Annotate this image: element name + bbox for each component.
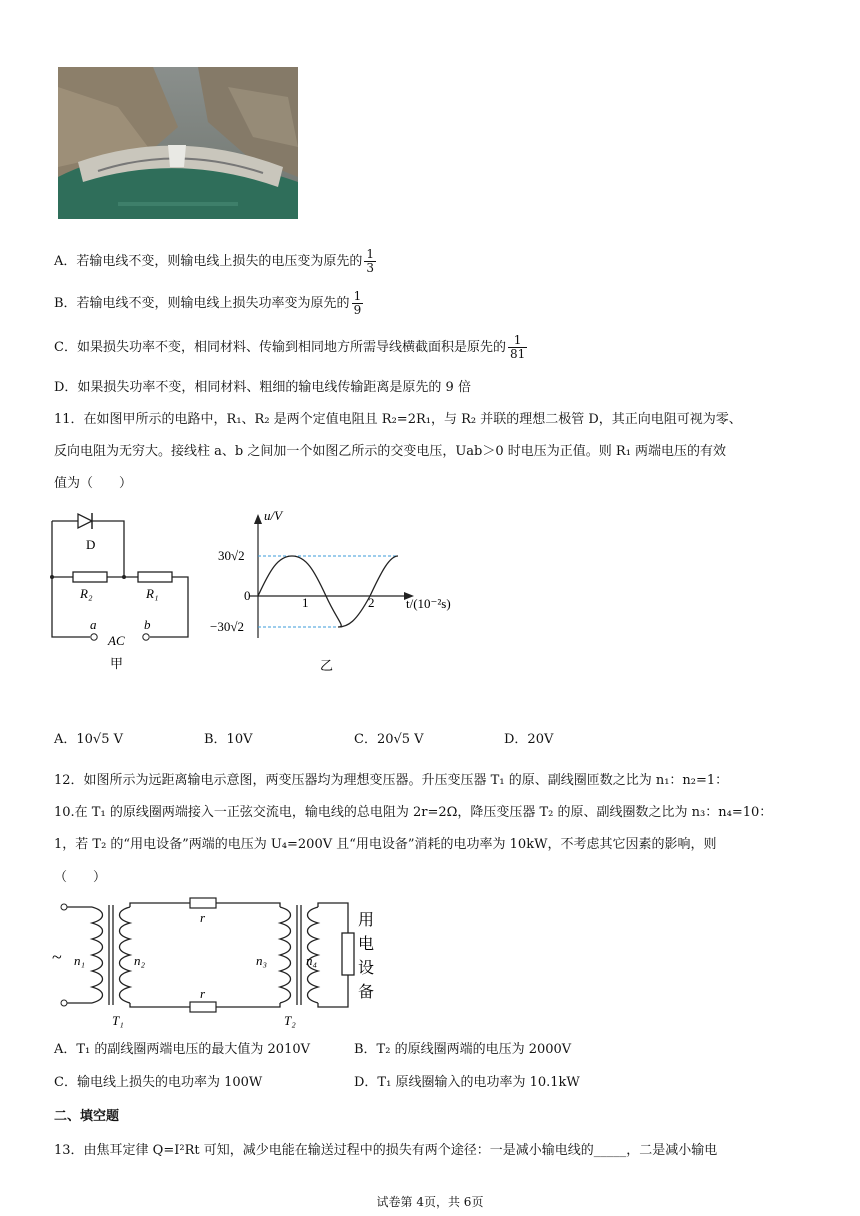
sine-wave	[258, 556, 398, 627]
dam-photo	[58, 67, 298, 219]
q11-stem-line3: 值为（ ）	[54, 476, 133, 491]
q12-option-a: A．T₁ 的副线圈两端电压的最大值为 2010V	[54, 1042, 311, 1057]
fraction-denominator: 81	[509, 347, 526, 361]
r2-label: R₂	[80, 586, 93, 601]
q10-option-c-fraction	[508, 334, 527, 361]
q10-option-b-text: B．若输电线不变，则输电线上损失功率变为原先的	[54, 296, 350, 311]
q12-option-b: B．T₂ 的原线圈两端的电压为 2000V	[354, 1042, 572, 1057]
fraction-denominator: 3	[366, 261, 375, 275]
y-top-label: 30√2	[218, 548, 245, 563]
q12-option-c: C．输电线上损失的电功率为 100W	[54, 1075, 263, 1090]
q10-option-b	[54, 290, 363, 317]
fig-jia-caption: 甲	[110, 656, 124, 671]
q10-option-a-fraction	[364, 248, 376, 275]
x-axis-label: t/(10⁻²s)	[406, 596, 451, 611]
q10-option-c-text: C．如果损失功率不变，相同材料、传输到相同地方所需导线横截面积是原先的	[54, 340, 506, 355]
fig-yi-caption: 乙	[320, 658, 334, 673]
q12-options-row2	[54, 1073, 654, 1093]
x-tick-1: 1	[302, 595, 309, 610]
q11-option-a: A．10√5 V	[54, 732, 124, 747]
q10-option-a	[54, 248, 376, 275]
q11-stem-line1: 11．在如图甲所示的电路中，R₁、R₂ 是两个定值电阻且 R₂=2R₁，与 R₂ 并联的理想二极管 D，其正向电阻可视为零、	[54, 412, 742, 427]
q12-options-row1	[54, 1040, 654, 1060]
fraction-numerator: 1	[353, 289, 362, 303]
n1-label: n₁	[74, 953, 86, 968]
q10-option-c	[54, 334, 527, 361]
fraction-numerator: 1	[508, 334, 527, 348]
q11-option-b: B．10V	[204, 732, 253, 747]
q10-option-b-fraction	[352, 290, 364, 317]
terminal-b-label: b	[144, 617, 151, 632]
section-heading-fill-in: 二、填空题	[54, 1109, 120, 1124]
q11-circuit-diagram	[40, 505, 205, 675]
t1-label: T₁	[112, 1013, 124, 1028]
q12-stem-line1: 12．如图所示为远距离输电示意图，两变压器均为理想变压器。升压变压器 T₁ 的原、副线圈匝数之比为 n₁：n₂=1：	[54, 773, 729, 788]
page-footer: 试卷第 4页，共 6页	[376, 1195, 484, 1209]
q13-stem: 13．由焦耳定律 Q=I²Rt 可知，减少电能在输送过程中的损失有两个途径：一是减小输电线的_____，二是减小输电	[54, 1143, 718, 1158]
device-char-3: 设	[358, 960, 375, 977]
q12-option-d: D．T₁ 原线圈输入的电功率为 10.1kW	[354, 1075, 580, 1090]
q12-stem-line2: 10.在 T₁ 的原线圈两端接入一正弦交流电，输电线的总电阻为 2r=2Ω，降压变压器 T₂ 的原、副线圈数之比为 n₃：n₄=10：	[54, 805, 773, 820]
q10-option-a-text: A．若输电线不变，则输电线上损失的电压变为原先的	[54, 254, 363, 269]
ac-source-symbol: ~	[52, 947, 62, 967]
y-axis-label: u/V	[264, 510, 283, 523]
fraction-denominator: 9	[353, 303, 362, 317]
terminal-a-label: a	[90, 617, 97, 632]
q11-stem-line2: 反向电阻为无穷大。接线柱 a、b 之间加一个如图乙所示的交变电压，Uab＞0 时电压为正值。则 R₁ 两端电压的有效	[54, 444, 727, 459]
q11-option-c: C．20√5 V	[354, 732, 424, 747]
q12-stem-line3: 1，若 T₂ 的“用电设备”两端的电压为 U₄=200V 且“用电设备”消耗的电功率为 10kW，不考虑其它因素的影响，则	[54, 837, 717, 852]
q11-options	[54, 730, 654, 750]
q12-stem-line4: （ ）	[54, 870, 107, 885]
n2-label: n₂	[134, 953, 146, 968]
device-char-2: 电	[358, 936, 375, 953]
x-tick-2: 2	[368, 595, 375, 610]
diode-symbol	[78, 513, 92, 529]
q11-option-d: D．20V	[504, 732, 554, 747]
q10-option-d: D．如果损失功率不变，相同材料、粗细的输电线传输距离是原先的 9 倍	[54, 380, 471, 395]
r1-label: R₁	[146, 586, 159, 601]
device-char-4: 备	[358, 984, 375, 1001]
y-bottom-label: −30√2	[210, 619, 244, 634]
q12-transmission-diagram	[50, 895, 390, 1035]
fraction-numerator: 1	[366, 247, 375, 261]
resistor-top-label: r	[200, 910, 206, 925]
diode-label: D	[86, 537, 96, 552]
resistor-bottom-label: r	[200, 986, 206, 1001]
n4-label: n₄	[306, 953, 318, 968]
n3-label: n₃	[256, 953, 268, 968]
q11-voltage-graph	[208, 510, 478, 675]
y-zero-label: 0	[244, 588, 251, 603]
t2-label: T₂	[284, 1013, 296, 1028]
device-char-1: 用	[358, 912, 375, 929]
ac-label: AC	[108, 633, 125, 648]
